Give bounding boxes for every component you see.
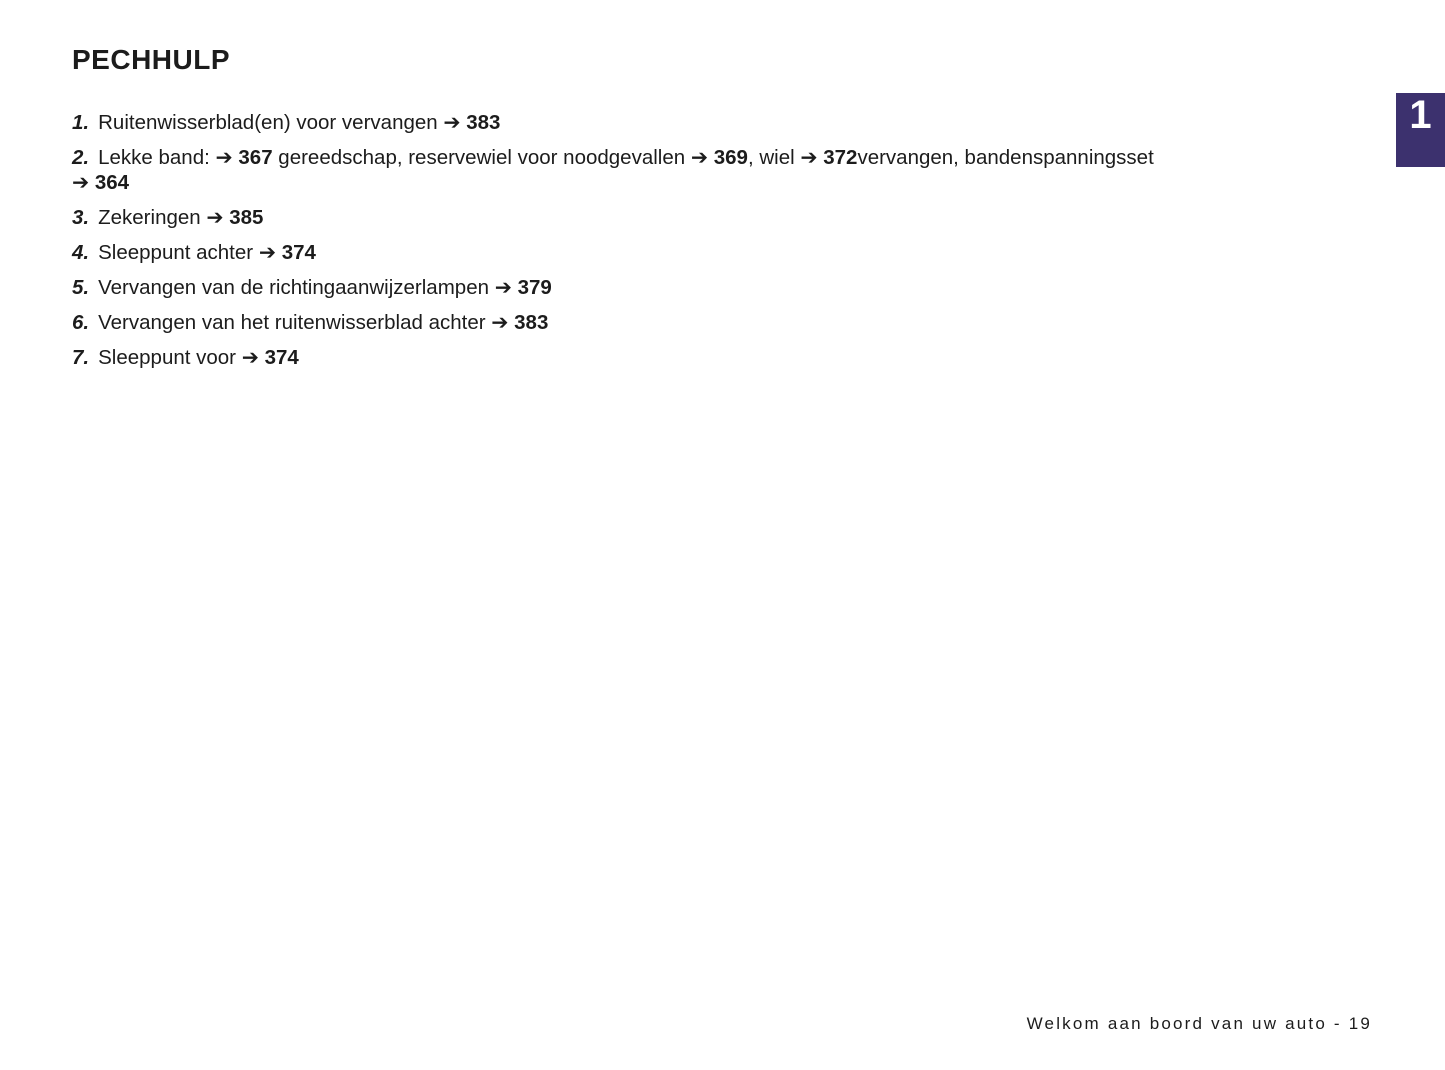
item-number: 3. bbox=[72, 206, 90, 229]
item-text: Vervangen van de richtingaanwijzerlampen bbox=[98, 276, 495, 299]
list-item bbox=[72, 345, 1352, 370]
item-text: Sleeppunt achter bbox=[98, 241, 259, 264]
page-number: 374 bbox=[258, 346, 299, 369]
arrow-right-icon: ➔ bbox=[241, 345, 259, 369]
list-item bbox=[72, 310, 1352, 335]
page-reference-link[interactable] bbox=[216, 146, 273, 169]
page-title: PECHHULP bbox=[72, 44, 231, 75]
page-reference-link[interactable] bbox=[800, 146, 857, 169]
page-number: 379 bbox=[511, 276, 552, 299]
list-item bbox=[72, 240, 1352, 265]
arrow-right-icon: ➔ bbox=[800, 145, 818, 169]
item-text: Zekeringen bbox=[98, 206, 207, 229]
page-number: 367 bbox=[232, 146, 273, 169]
item-text: vervangen, bandenspanningsset bbox=[857, 146, 1154, 169]
page-number: 383 bbox=[460, 111, 501, 134]
arrow-right-icon: ➔ bbox=[690, 145, 709, 169]
list-item bbox=[72, 145, 1352, 195]
arrow-right-icon: ➔ bbox=[494, 275, 512, 299]
arrow-right-icon: ➔ bbox=[206, 205, 224, 229]
page-content bbox=[72, 44, 1352, 380]
arrow-right-icon: ➔ bbox=[72, 170, 90, 194]
item-text: , wiel bbox=[747, 146, 801, 169]
item-text: Lekke band: bbox=[98, 146, 216, 169]
list-item bbox=[72, 205, 1352, 230]
page-number: 372 bbox=[817, 146, 858, 169]
page-reference-link[interactable] bbox=[206, 206, 263, 229]
page-number: 374 bbox=[276, 241, 316, 264]
list-item bbox=[72, 275, 1352, 300]
chapter-tab-number: 1 bbox=[1409, 93, 1432, 137]
item-number: 7. bbox=[72, 346, 90, 369]
item-number: 2. bbox=[72, 146, 90, 169]
item-number: 1. bbox=[72, 111, 90, 134]
item-text: Sleeppunt voor bbox=[98, 346, 242, 369]
page-number: 385 bbox=[223, 206, 264, 229]
page-reference-link[interactable] bbox=[259, 241, 316, 264]
item-text: gereedschap, reservewiel voor noodgevallen bbox=[272, 146, 691, 169]
item-number: 4. bbox=[72, 241, 90, 264]
page-reference-link[interactable] bbox=[691, 146, 748, 169]
item-number: 6. bbox=[72, 311, 90, 334]
page-reference-link[interactable] bbox=[72, 171, 129, 194]
item-number: 5. bbox=[72, 276, 90, 299]
list-item bbox=[72, 110, 1352, 135]
page-reference-link[interactable] bbox=[242, 346, 299, 369]
arrow-right-icon: ➔ bbox=[443, 110, 461, 134]
arrow-right-icon: ➔ bbox=[215, 145, 233, 169]
page-footer: Welkom aan boord van uw auto - 19 bbox=[1026, 1014, 1372, 1033]
page-reference-link[interactable] bbox=[443, 111, 500, 134]
arrow-right-icon: ➔ bbox=[258, 240, 276, 264]
page-number: 369 bbox=[708, 146, 748, 169]
item-text: Vervangen van het ruitenwisserblad achter bbox=[98, 311, 492, 334]
breakdown-list bbox=[72, 110, 1352, 370]
page-reference-link[interactable] bbox=[491, 311, 548, 334]
arrow-right-icon: ➔ bbox=[491, 310, 509, 334]
item-text: Ruitenwisserblad(en) voor vervangen bbox=[98, 111, 444, 134]
chapter-tab[interactable] bbox=[1396, 93, 1445, 167]
page-reference-link[interactable] bbox=[495, 276, 552, 299]
page-number: 364 bbox=[89, 171, 130, 194]
page-number: 383 bbox=[508, 311, 549, 334]
